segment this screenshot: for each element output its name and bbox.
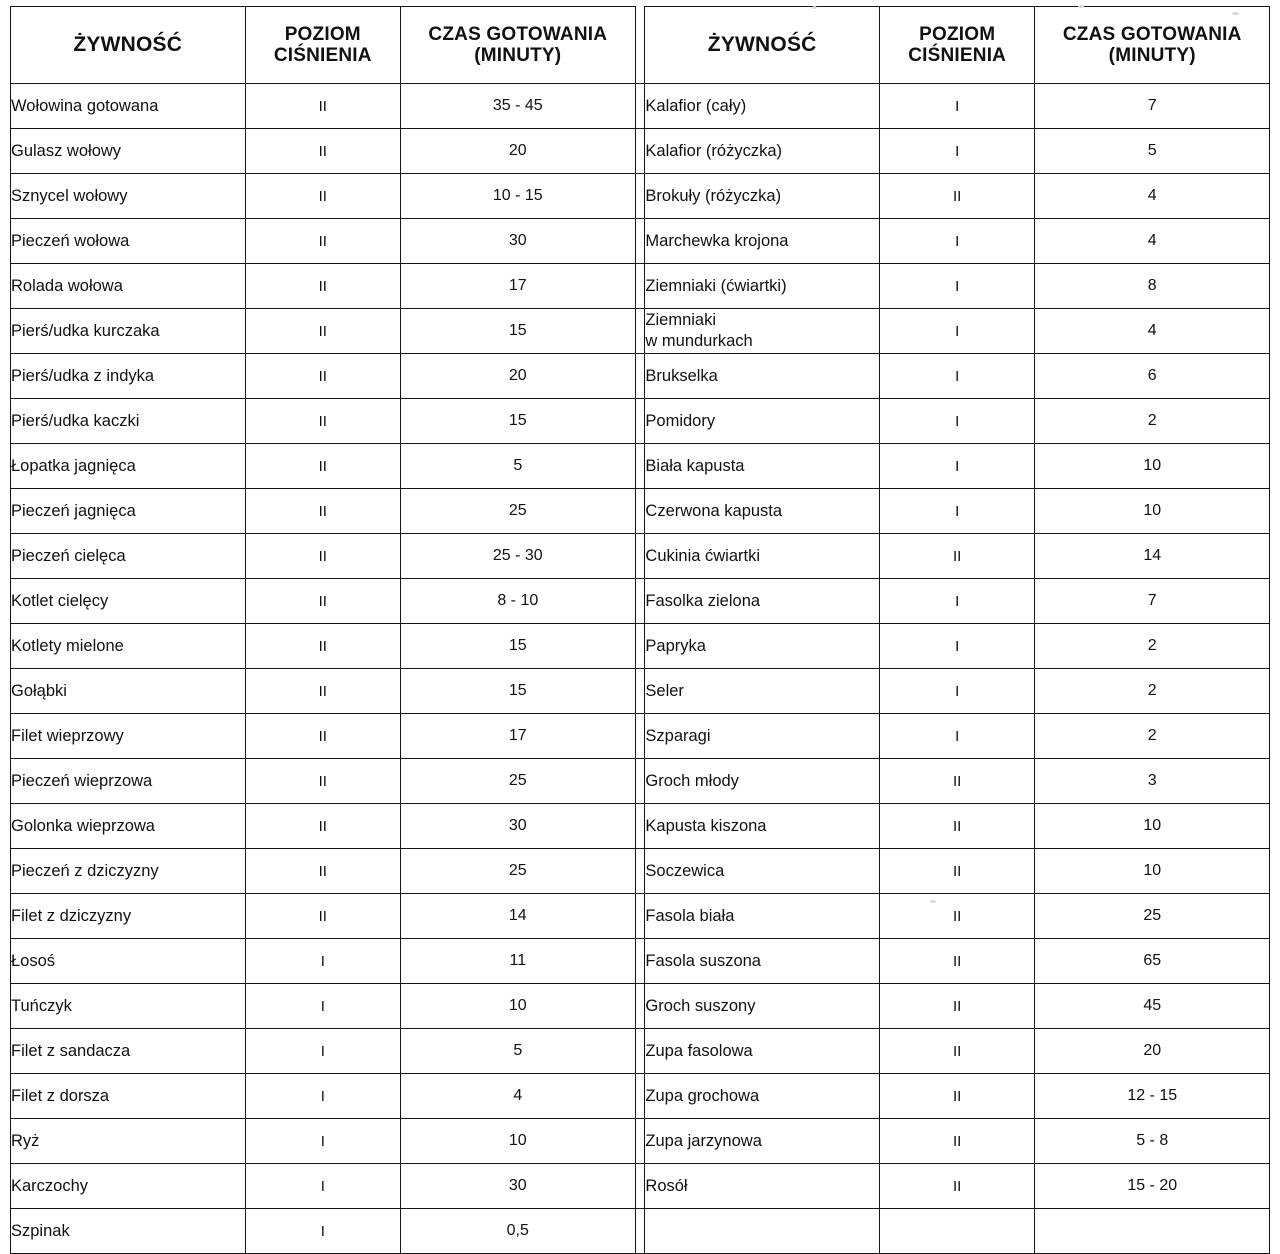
cell-food-left: Kotlety mielone [11,624,246,669]
header-pressure-left [245,7,401,84]
cell-food-right: Rosół [645,1164,880,1209]
cell-time-left: 25 - 30 [401,534,636,579]
cell-time-left: 10 - 15 [401,174,636,219]
header-pressure-left-line1: POZIOM [284,23,361,45]
cell-food-right: Szparagi [645,714,880,759]
cell-line: w mundurkach [645,332,753,350]
cooking-time-table [10,6,1270,1254]
column-separator [635,534,645,579]
cell-pressure-left: II [245,714,401,759]
table-row [11,579,1270,624]
cell-time-right: 7 [1035,84,1270,129]
cell-time-left: 15 [401,624,636,669]
table-row [11,129,1270,174]
cell-food-left: Gulasz wołowy [11,129,246,174]
cell-food-right: Kalafior (cały) [645,84,880,129]
cell-pressure-right: I [879,129,1035,174]
cell-pressure-right: I [879,219,1035,264]
cell-time-left: 25 [401,759,636,804]
header-time-right-line2: (MINUTY) [1108,45,1196,66]
cell-time-left: 25 [401,849,636,894]
column-separator [635,624,645,669]
cell-food-left: Gołąbki [11,669,246,714]
column-separator [635,444,645,489]
cell-pressure-left: II [245,534,401,579]
cell-food-right: Groch suszony [645,984,880,1029]
header-time-left-line1: CZAS GOTOWANIA [428,23,608,45]
table-row [11,444,1270,489]
cell-time-right: 45 [1035,984,1270,1029]
column-separator [635,1209,645,1254]
cell-time-right: 15 - 20 [1035,1164,1270,1209]
column-separator [635,714,645,759]
cell-food-left: Tuńczyk [11,984,246,1029]
cell-time-right: 4 [1035,219,1270,264]
cell-pressure-right: I [879,489,1035,534]
cell-pressure-right: I [879,624,1035,669]
cell-pressure-right: I [879,354,1035,399]
column-separator [635,7,645,84]
cell-food-right: Ziemniaki (ćwiartki) [645,264,880,309]
cell-pressure-right: II [879,759,1035,804]
cell-time-right: 2 [1035,399,1270,444]
cell-time-left: 14 [401,894,636,939]
cell-time-left: 25 [401,489,636,534]
cell-pressure-left: II [245,669,401,714]
cell-pressure-right: I [879,579,1035,624]
cell-pressure-right: I [879,264,1035,309]
cell-pressure-left: II [245,84,401,129]
header-food-right: ŻYWNOŚĆ [645,7,880,84]
header-food-left: ŻYWNOŚĆ [11,7,246,84]
table-row [11,354,1270,399]
cell-food-left: Pierś/udka kurczaka [11,309,246,354]
header-time-left [401,7,636,84]
column-separator [635,849,645,894]
cell-time-right: 4 [1035,309,1270,354]
cell-food-left: Pieczeń cielęca [11,534,246,579]
cell-pressure-right: II [879,984,1035,1029]
header-pressure-left-line2: CIŚNIENIA [273,45,372,66]
cell-time-left: 30 [401,1164,636,1209]
table-row [11,849,1270,894]
cell-food-right: Cukinia ćwiartki [645,534,880,579]
cell-time-left: 17 [401,714,636,759]
cell-pressure-left: II [245,894,401,939]
cell-pressure-left: I [245,1074,401,1119]
cell-pressure-left: II [245,624,401,669]
cell-food-right: Pomidory [645,399,880,444]
cell-pressure-right: II [879,849,1035,894]
cell-pressure-left: II [245,264,401,309]
cell-food-left: Golonka wieprzowa [11,804,246,849]
table-row [11,1164,1270,1209]
column-separator [635,309,645,354]
cell-food-left: Pierś/udka kaczki [11,399,246,444]
header-pressure-right-line2: CIŚNIENIA [908,45,1007,66]
cell-pressure-left: II [245,804,401,849]
cell-food-right: Soczewica [645,849,880,894]
column-separator [635,984,645,1029]
column-separator [635,489,645,534]
table-row [11,624,1270,669]
cell-pressure-left: I [245,984,401,1029]
column-separator [635,84,645,129]
cell-food-left: Filet wieprzowy [11,714,246,759]
cell-food-right: Fasola suszona [645,939,880,984]
cell-food-right: Zupa jarzynowa [645,1119,880,1164]
cell-pressure-left: I [245,1119,401,1164]
cell-food-right: Kalafior (różyczka) [645,129,880,174]
cell-pressure-left: II [245,399,401,444]
cell-pressure-right: I [879,444,1035,489]
cell-food-right: Brokuły (różyczka) [645,174,880,219]
cell-food-right: Czerwona kapusta [645,489,880,534]
cell-pressure-left: II [245,354,401,399]
cell-time-right: 5 - 8 [1035,1119,1270,1164]
cell-time-right: 12 - 15 [1035,1074,1270,1119]
cell-food-left: Pieczeń wieprzowa [11,759,246,804]
cell-food-left: Wołowina gotowana [11,84,246,129]
cell-time-left: 4 [401,1074,636,1119]
table-body [11,84,1270,1254]
cell-pressure-right: II [879,534,1035,579]
cell-pressure-left: II [245,219,401,264]
cell-time-left: 35 - 45 [401,84,636,129]
cell-time-right: 10 [1035,849,1270,894]
column-separator [635,759,645,804]
cell-time-right: 20 [1035,1029,1270,1074]
table-row [11,939,1270,984]
cell-pressure-right: II [879,1119,1035,1164]
cell-time-right: 2 [1035,669,1270,714]
table-row [11,714,1270,759]
cell-pressure-left: II [245,444,401,489]
column-separator [635,219,645,264]
cell-time-left: 30 [401,804,636,849]
cell-time-left: 20 [401,129,636,174]
column-separator [635,129,645,174]
header-time-right-line1: CZAS GOTOWANIA [1062,23,1242,45]
cell-food-left: Ryż [11,1119,246,1164]
cell-pressure-right: II [879,1029,1035,1074]
header-pressure-right [879,7,1035,84]
cell-time-left: 11 [401,939,636,984]
cell-food-left: Kotlet cielęcy [11,579,246,624]
cell-food-right: Biała kapusta [645,444,880,489]
cell-pressure-right: I [879,399,1035,444]
cell-empty-right [879,1209,1035,1254]
table-row [11,1209,1270,1254]
cell-time-left: 15 [401,399,636,444]
cell-time-right: 14 [1035,534,1270,579]
cell-time-right: 7 [1035,579,1270,624]
cell-time-right: 8 [1035,264,1270,309]
column-separator [635,264,645,309]
cell-food-right: Groch młody [645,759,880,804]
column-separator [635,399,645,444]
cell-food-left: Karczochy [11,1164,246,1209]
cell-food-left: Rolada wołowa [11,264,246,309]
cell-time-left: 5 [401,1029,636,1074]
header-pressure-right-line1: POZIOM [919,23,996,45]
column-separator [635,669,645,714]
cell-pressure-right: II [879,1074,1035,1119]
table-row [11,759,1270,804]
column-separator [635,1074,645,1119]
cell-food-right: Papryka [645,624,880,669]
cell-time-right: 65 [1035,939,1270,984]
cell-time-right: 2 [1035,624,1270,669]
cell-time-right: 3 [1035,759,1270,804]
cell-time-left: 8 - 10 [401,579,636,624]
cell-time-left: 15 [401,309,636,354]
cell-pressure-left: II [245,309,401,354]
cell-food-right: Zupa fasolowa [645,1029,880,1074]
column-separator [635,804,645,849]
cell-food-left: Sznycel wołowy [11,174,246,219]
cell-food-left: Pieczeń jagnięca [11,489,246,534]
cell-food-right: Marchewka krojona [645,219,880,264]
column-separator [635,1029,645,1074]
table-row [11,804,1270,849]
cell-food-right [645,309,880,354]
header-row [11,7,1270,84]
cell-food-right: Fasola biała [645,894,880,939]
table-row [11,669,1270,714]
table-row [11,399,1270,444]
cell-food-left: Pieczeń wołowa [11,219,246,264]
cell-pressure-right: II [879,1164,1035,1209]
cell-pressure-right: II [879,804,1035,849]
cell-time-right: 10 [1035,804,1270,849]
cell-empty-right [1035,1209,1270,1254]
cell-line: Ziemniaki [645,310,717,329]
cell-pressure-right: II [879,174,1035,219]
cell-food-left: Filet z dziczyzny [11,894,246,939]
column-separator [635,579,645,624]
column-separator [635,174,645,219]
cell-pressure-left: I [245,1029,401,1074]
cell-food-left: Filet z dorsza [11,1074,246,1119]
cell-pressure-right: I [879,669,1035,714]
column-separator [635,939,645,984]
cell-pressure-right: I [879,714,1035,759]
cell-time-right: 6 [1035,354,1270,399]
table-header [11,7,1270,84]
cell-time-left: 30 [401,219,636,264]
cell-food-right: Kapusta kiszona [645,804,880,849]
table-row [11,1029,1270,1074]
cell-pressure-left: I [245,939,401,984]
cell-time-left: 17 [401,264,636,309]
cell-time-right: 5 [1035,129,1270,174]
cell-pressure-left: II [245,579,401,624]
cell-time-right: 10 [1035,444,1270,489]
cell-food-left: Filet z sandacza [11,1029,246,1074]
cell-pressure-left: II [245,489,401,534]
table-row [11,309,1270,354]
cell-food-right: Fasolka zielona [645,579,880,624]
cell-pressure-left: II [245,174,401,219]
cell-pressure-left: I [245,1209,401,1254]
table-row [11,984,1270,1029]
table-row [11,174,1270,219]
cell-time-right: 25 [1035,894,1270,939]
cell-food-left: Pierś/udka z indyka [11,354,246,399]
table-row [11,534,1270,579]
cell-time-left: 15 [401,669,636,714]
cell-pressure-right: II [879,894,1035,939]
table-row [11,1074,1270,1119]
cell-pressure-left: II [245,849,401,894]
cell-time-left: 5 [401,444,636,489]
table-row [11,84,1270,129]
cell-food-left: Pieczeń z dziczyzny [11,849,246,894]
cell-food-left: Łosoś [11,939,246,984]
cell-time-right: 10 [1035,489,1270,534]
table-row [11,1119,1270,1164]
column-separator [635,1164,645,1209]
cell-pressure-right: I [879,84,1035,129]
cell-food-right: Brukselka [645,354,880,399]
cell-time-left: 10 [401,1119,636,1164]
column-separator [635,894,645,939]
header-time-right [1035,7,1270,84]
cell-time-left: 20 [401,354,636,399]
cell-food-right: Zupa grochowa [645,1074,880,1119]
cell-pressure-right: I [879,309,1035,354]
cell-food-left: Szpinak [11,1209,246,1254]
cell-pressure-right: II [879,939,1035,984]
cell-time-left: 10 [401,984,636,1029]
cell-time-left: 0,5 [401,1209,636,1254]
table-row [11,894,1270,939]
cell-empty-right [645,1209,880,1254]
cell-pressure-left: II [245,129,401,174]
table-row [11,489,1270,534]
table-row [11,264,1270,309]
cell-pressure-left: I [245,1164,401,1209]
column-separator [635,354,645,399]
cell-pressure-left: II [245,759,401,804]
header-time-left-line2: (MINUTY) [474,45,562,66]
column-separator [635,1119,645,1164]
table-row [11,219,1270,264]
cell-time-right: 2 [1035,714,1270,759]
cell-food-right: Seler [645,669,880,714]
cell-food-left: Łopatka jagnięca [11,444,246,489]
cell-time-right: 4 [1035,174,1270,219]
